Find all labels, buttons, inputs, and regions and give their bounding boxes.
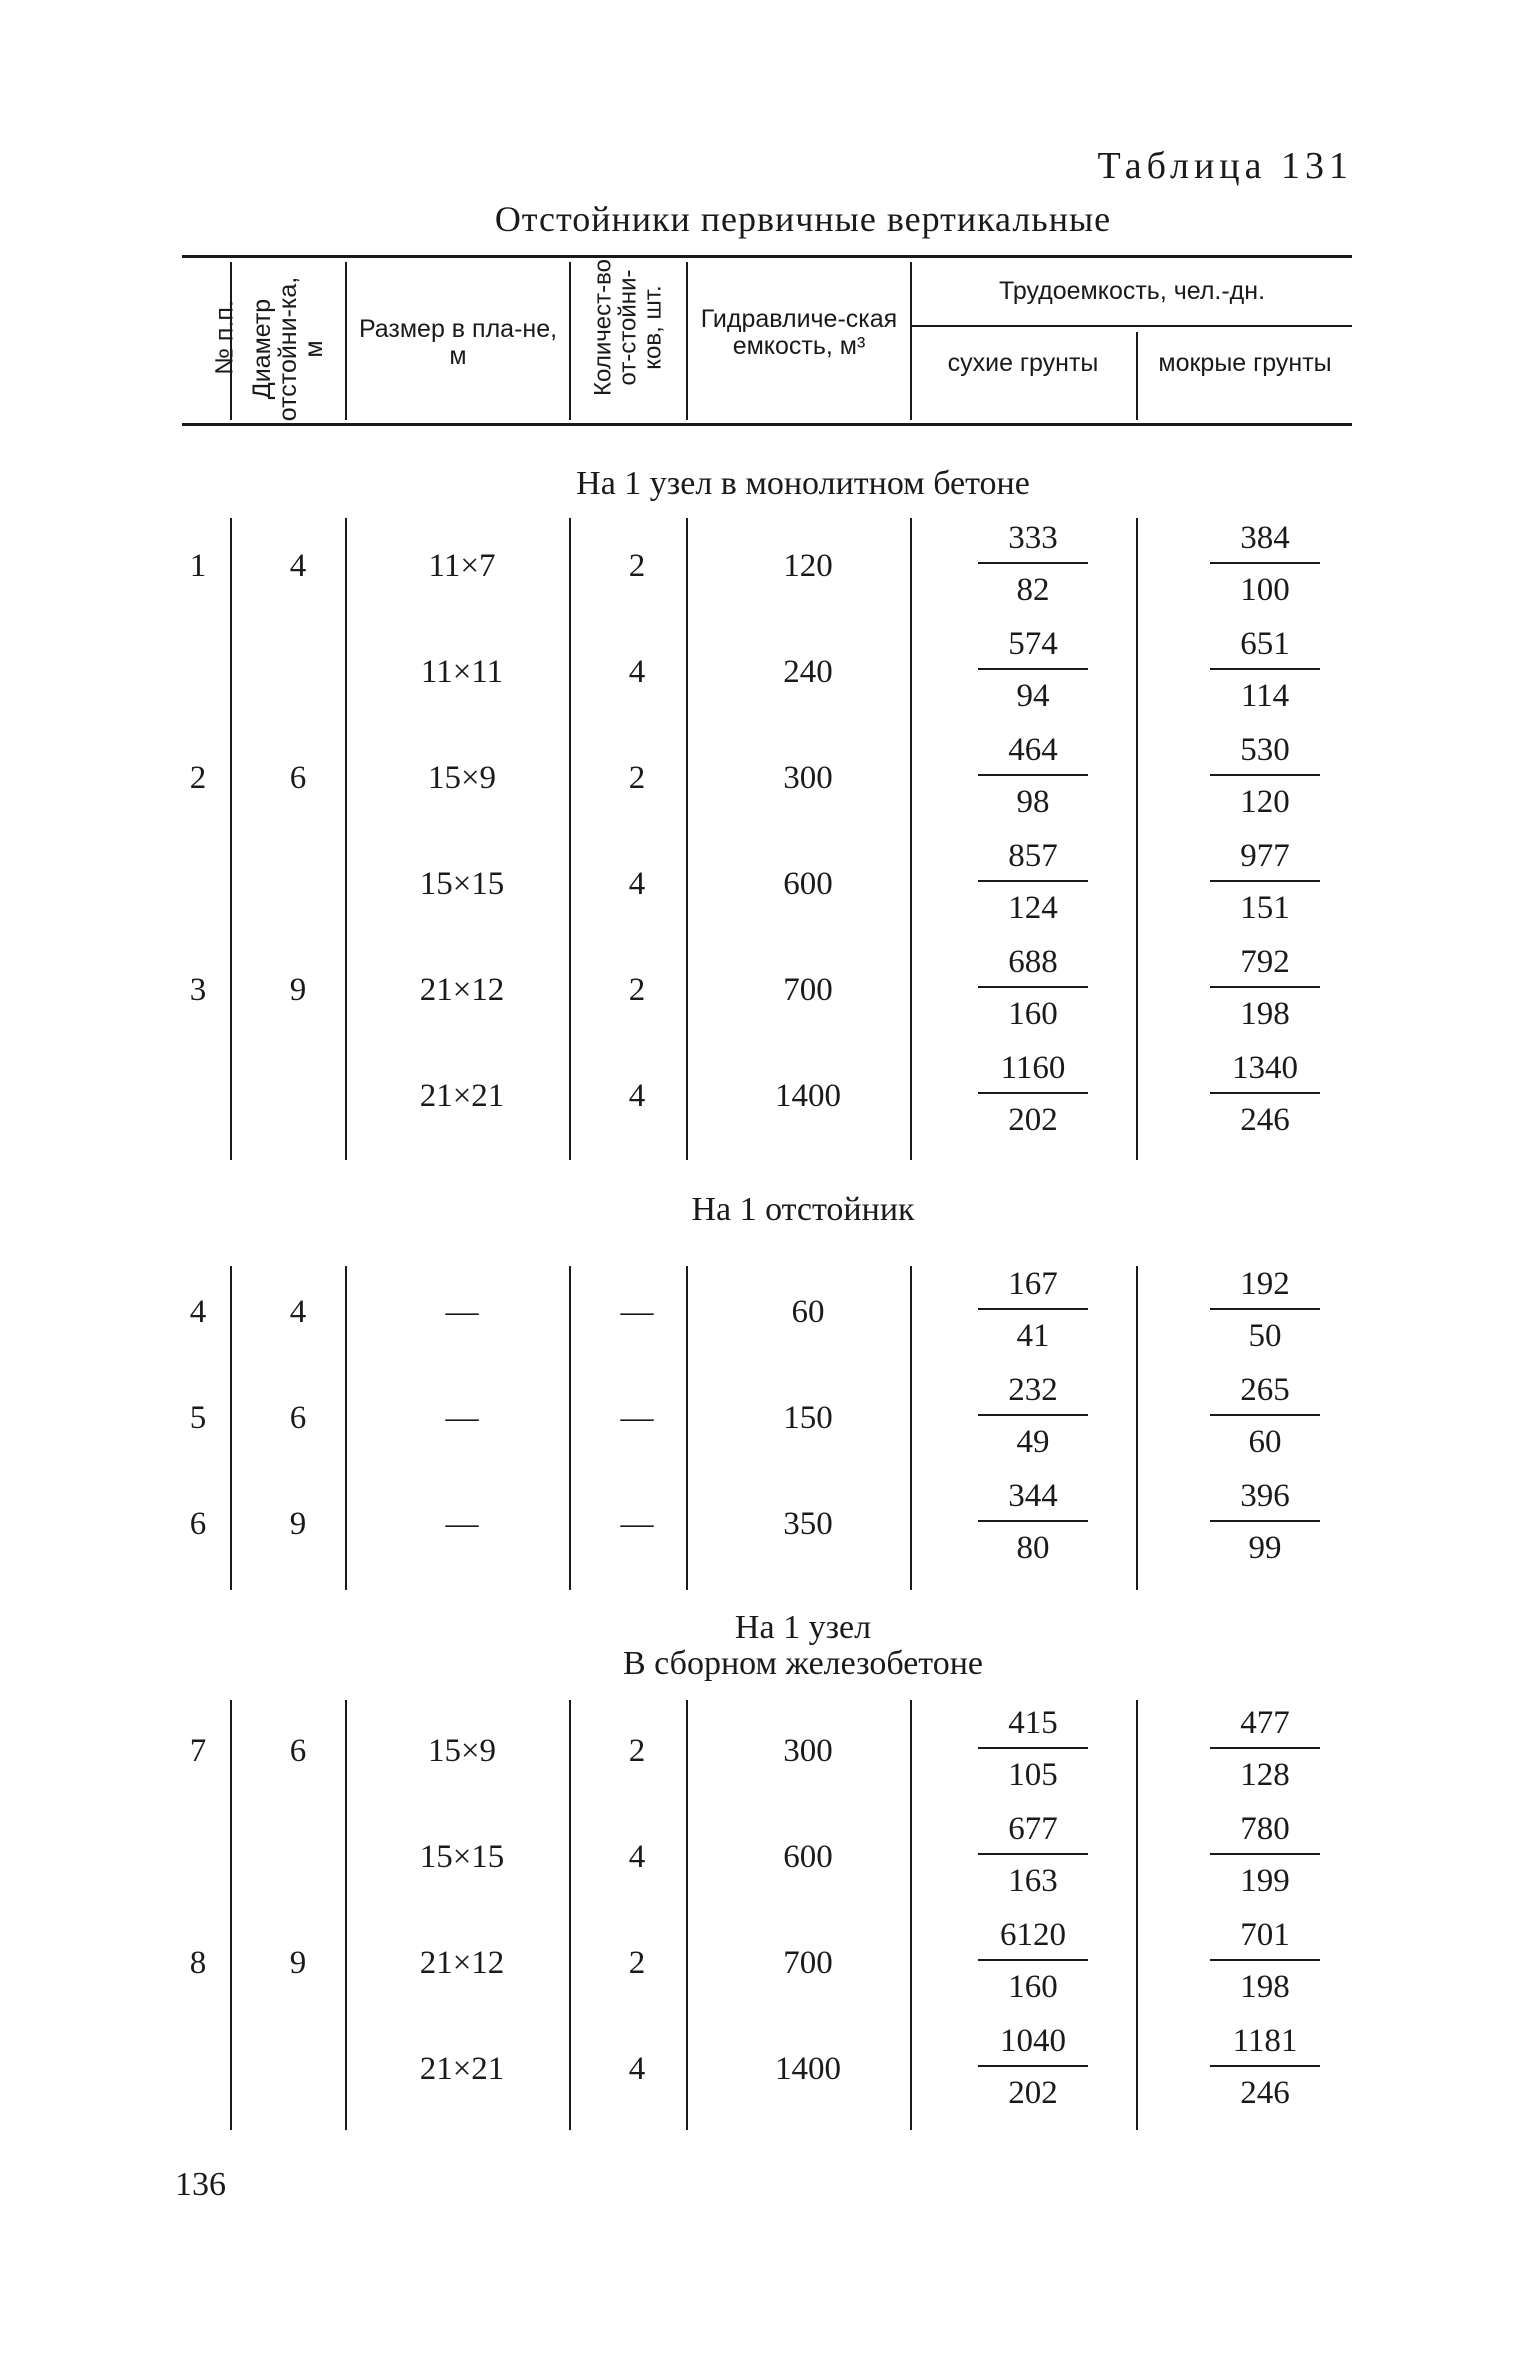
dry-soil-fraction: [978, 1476, 1088, 1568]
wet-numerator: 477: [1210, 1703, 1320, 1749]
wet-soil-fraction: [1210, 1476, 1320, 1568]
dry-numerator: 677: [978, 1809, 1088, 1855]
capacity-cell: 240: [783, 654, 833, 690]
diameter-cell: 6: [289, 1400, 307, 1436]
dry-denominator: 160: [1008, 996, 1058, 1032]
size-cell: 15×9: [427, 1733, 497, 1769]
wet-numerator: 1340: [1210, 1048, 1320, 1094]
dry-numerator: 464: [978, 730, 1088, 776]
dry-denominator: 160: [1008, 1969, 1058, 2005]
page-number: 136: [175, 2166, 226, 2203]
count-cell: 2: [628, 1733, 646, 1769]
hdr-vline-3: [569, 262, 571, 420]
row-number: 3: [189, 972, 207, 1008]
wet-soil-fraction: [1210, 836, 1320, 928]
row-number: 2: [189, 760, 207, 796]
column-rule: [1136, 1700, 1138, 2130]
labor-subheader-rule: [910, 325, 1352, 327]
column-rule: [345, 1700, 347, 2130]
row-number: 7: [189, 1733, 207, 1769]
column-rule: [345, 1266, 347, 1590]
capacity-cell: 700: [783, 972, 833, 1008]
wet-denominator: 246: [1240, 2075, 1290, 2111]
capacity-cell: 600: [783, 866, 833, 902]
row-number: 6: [189, 1506, 207, 1542]
wet-denominator: 114: [1240, 678, 1290, 714]
dry-soil-fraction: [978, 1703, 1088, 1795]
dry-denominator: 124: [1008, 890, 1058, 926]
dry-numerator: 415: [978, 1703, 1088, 1749]
dry-numerator: 344: [978, 1476, 1088, 1522]
wet-denominator: 128: [1240, 1757, 1290, 1793]
capacity-cell: 350: [783, 1506, 833, 1542]
dry-numerator: 1040: [978, 2021, 1088, 2067]
wet-numerator: 651: [1210, 624, 1320, 670]
hdr-vline-4: [686, 262, 688, 420]
row-number: 8: [189, 1945, 207, 1981]
column-rule: [910, 1266, 912, 1590]
dry-numerator: 232: [978, 1370, 1088, 1416]
table-title: Отстойники первичные вертикальные: [494, 199, 1112, 239]
dry-denominator: 105: [1008, 1757, 1058, 1793]
dry-numerator: 1160: [978, 1048, 1088, 1094]
wet-denominator: 60: [1248, 1424, 1282, 1460]
count-cell: —: [620, 1506, 654, 1542]
col-header-count: Количест-во от-стойни-ков, шт.: [589, 259, 667, 396]
column-rule: [230, 1266, 232, 1590]
dry-denominator: 202: [1008, 2075, 1058, 2111]
col-header-size: Размер в пла-не, м: [358, 315, 558, 370]
wet-denominator: 99: [1248, 1530, 1282, 1566]
dry-numerator: 688: [978, 942, 1088, 988]
column-rule: [910, 518, 912, 1160]
dry-soil-fraction: [978, 942, 1088, 1034]
wet-denominator: 50: [1248, 1318, 1282, 1354]
column-rule: [910, 1700, 912, 2130]
dry-soil-fraction: [978, 730, 1088, 822]
wet-numerator: 384: [1210, 518, 1320, 564]
capacity-cell: 1400: [775, 1078, 841, 1114]
count-cell: —: [620, 1294, 654, 1330]
dry-numerator: 6120: [978, 1915, 1088, 1961]
dry-denominator: 80: [1016, 1530, 1050, 1566]
count-cell: 2: [628, 760, 646, 796]
diameter-cell: 4: [289, 548, 307, 584]
count-cell: 4: [628, 654, 646, 690]
column-rule: [686, 518, 688, 1160]
column-rule: [230, 1700, 232, 2130]
dry-soil-fraction: [978, 2021, 1088, 2113]
wet-soil-fraction: [1210, 1370, 1320, 1462]
size-cell: 15×15: [419, 866, 505, 902]
count-cell: 2: [628, 548, 646, 584]
count-cell: 2: [628, 1945, 646, 1981]
column-rule: [1136, 1266, 1138, 1590]
wet-denominator: 246: [1240, 1102, 1290, 1138]
dry-soil-fraction: [978, 624, 1088, 716]
capacity-cell: 150: [783, 1400, 833, 1436]
wet-soil-fraction: [1210, 624, 1320, 716]
col-header-capacity: Гидравличе-ская емкость, м³: [700, 305, 898, 360]
size-cell: 21×21: [419, 1078, 505, 1114]
wet-numerator: 530: [1210, 730, 1320, 776]
wet-numerator: 701: [1210, 1915, 1320, 1961]
diameter-cell: 9: [289, 972, 307, 1008]
hdr-vline-2: [345, 262, 347, 420]
wet-soil-fraction: [1210, 1809, 1320, 1901]
capacity-cell: 300: [783, 760, 833, 796]
wet-soil-fraction: [1210, 1264, 1320, 1356]
dry-soil-fraction: [978, 836, 1088, 928]
wet-denominator: 198: [1240, 996, 1290, 1032]
size-cell: 15×9: [427, 760, 497, 796]
count-cell: 2: [628, 972, 646, 1008]
capacity-cell: 120: [783, 548, 833, 584]
wet-soil-fraction: [1210, 2021, 1320, 2113]
size-cell: 21×12: [419, 1945, 505, 1981]
dry-denominator: 49: [1016, 1424, 1050, 1460]
dry-soil-fraction: [978, 518, 1088, 610]
size-cell: —: [445, 1506, 479, 1542]
dry-soil-fraction: [978, 1264, 1088, 1356]
dry-denominator: 82: [1016, 572, 1050, 608]
capacity-cell: 60: [791, 1294, 825, 1330]
diameter-cell: 9: [289, 1945, 307, 1981]
column-rule: [345, 518, 347, 1160]
wet-numerator: 977: [1210, 836, 1320, 882]
dry-numerator: 574: [978, 624, 1088, 670]
wet-numerator: 780: [1210, 1809, 1320, 1855]
wet-soil-fraction: [1210, 1915, 1320, 2007]
diameter-cell: 6: [289, 1733, 307, 1769]
section-title: На 1 узел в монолитном бетоне: [576, 465, 1030, 502]
capacity-cell: 600: [783, 1839, 833, 1875]
size-cell: 21×21: [419, 2051, 505, 2087]
section-subtitle: В сборном железобетоне: [622, 1645, 984, 1682]
column-rule: [230, 518, 232, 1160]
size-cell: —: [445, 1294, 479, 1330]
dry-numerator: 167: [978, 1264, 1088, 1310]
capacity-cell: 300: [783, 1733, 833, 1769]
diameter-cell: 9: [289, 1506, 307, 1542]
dry-denominator: 202: [1008, 1102, 1058, 1138]
wet-soil-fraction: [1210, 1048, 1320, 1140]
wet-numerator: 265: [1210, 1370, 1320, 1416]
dry-numerator: 857: [978, 836, 1088, 882]
section-title: На 1 отстойник: [691, 1191, 915, 1228]
wet-soil-fraction: [1210, 1703, 1320, 1795]
size-cell: 15×15: [419, 1839, 505, 1875]
col-header-diameter: Диаметр отстойни-ка, м: [248, 276, 328, 422]
header-bottom-rule: [182, 423, 1352, 426]
row-number: 5: [189, 1400, 207, 1436]
column-rule: [686, 1266, 688, 1590]
wet-numerator: 1181: [1210, 2021, 1320, 2067]
wet-numerator: 396: [1210, 1476, 1320, 1522]
diameter-cell: 6: [289, 760, 307, 796]
wet-soil-fraction: [1210, 942, 1320, 1034]
capacity-cell: 700: [783, 1945, 833, 1981]
dry-soil-fraction: [978, 1048, 1088, 1140]
dry-denominator: 41: [1016, 1318, 1050, 1354]
dry-denominator: 98: [1016, 784, 1050, 820]
size-cell: 11×11: [420, 654, 504, 690]
column-rule: [569, 518, 571, 1160]
col-header-dry: сухие грунты: [947, 349, 1099, 377]
row-number: 1: [189, 548, 207, 584]
count-cell: 4: [628, 866, 646, 902]
wet-soil-fraction: [1210, 730, 1320, 822]
capacity-cell: 1400: [775, 2051, 841, 2087]
table-label: Таблица 131: [1097, 145, 1353, 187]
column-rule: [569, 1700, 571, 2130]
dry-soil-fraction: [978, 1915, 1088, 2007]
dry-denominator: 94: [1016, 678, 1050, 714]
dry-numerator: 333: [978, 518, 1088, 564]
wet-soil-fraction: [1210, 518, 1320, 610]
header-top-rule: [182, 255, 1352, 258]
section-title: На 1 узел: [734, 1609, 872, 1646]
size-cell: 21×12: [419, 972, 505, 1008]
wet-denominator: 198: [1240, 1969, 1290, 2005]
size-cell: —: [445, 1400, 479, 1436]
wet-numerator: 192: [1210, 1264, 1320, 1310]
col-header-wet: мокрые грунты: [1158, 349, 1332, 377]
dry-denominator: 163: [1008, 1863, 1058, 1899]
column-rule: [569, 1266, 571, 1590]
diameter-cell: 4: [289, 1294, 307, 1330]
wet-numerator: 792: [1210, 942, 1320, 988]
column-rule: [1136, 518, 1138, 1160]
col-header-labor: Трудоемкость, чел.-дн.: [998, 277, 1266, 305]
dry-soil-fraction: [978, 1370, 1088, 1462]
wet-denominator: 151: [1240, 890, 1290, 926]
count-cell: —: [620, 1400, 654, 1436]
dry-soil-fraction: [978, 1809, 1088, 1901]
count-cell: 4: [628, 1839, 646, 1875]
wet-denominator: 100: [1240, 572, 1290, 608]
count-cell: 4: [628, 2051, 646, 2087]
col-header-num: № п.п.: [210, 300, 239, 375]
wet-denominator: 199: [1240, 1863, 1290, 1899]
size-cell: 11×7: [428, 548, 496, 584]
count-cell: 4: [628, 1078, 646, 1114]
wet-denominator: 120: [1240, 784, 1290, 820]
row-number: 4: [189, 1294, 207, 1330]
column-rule: [686, 1700, 688, 2130]
